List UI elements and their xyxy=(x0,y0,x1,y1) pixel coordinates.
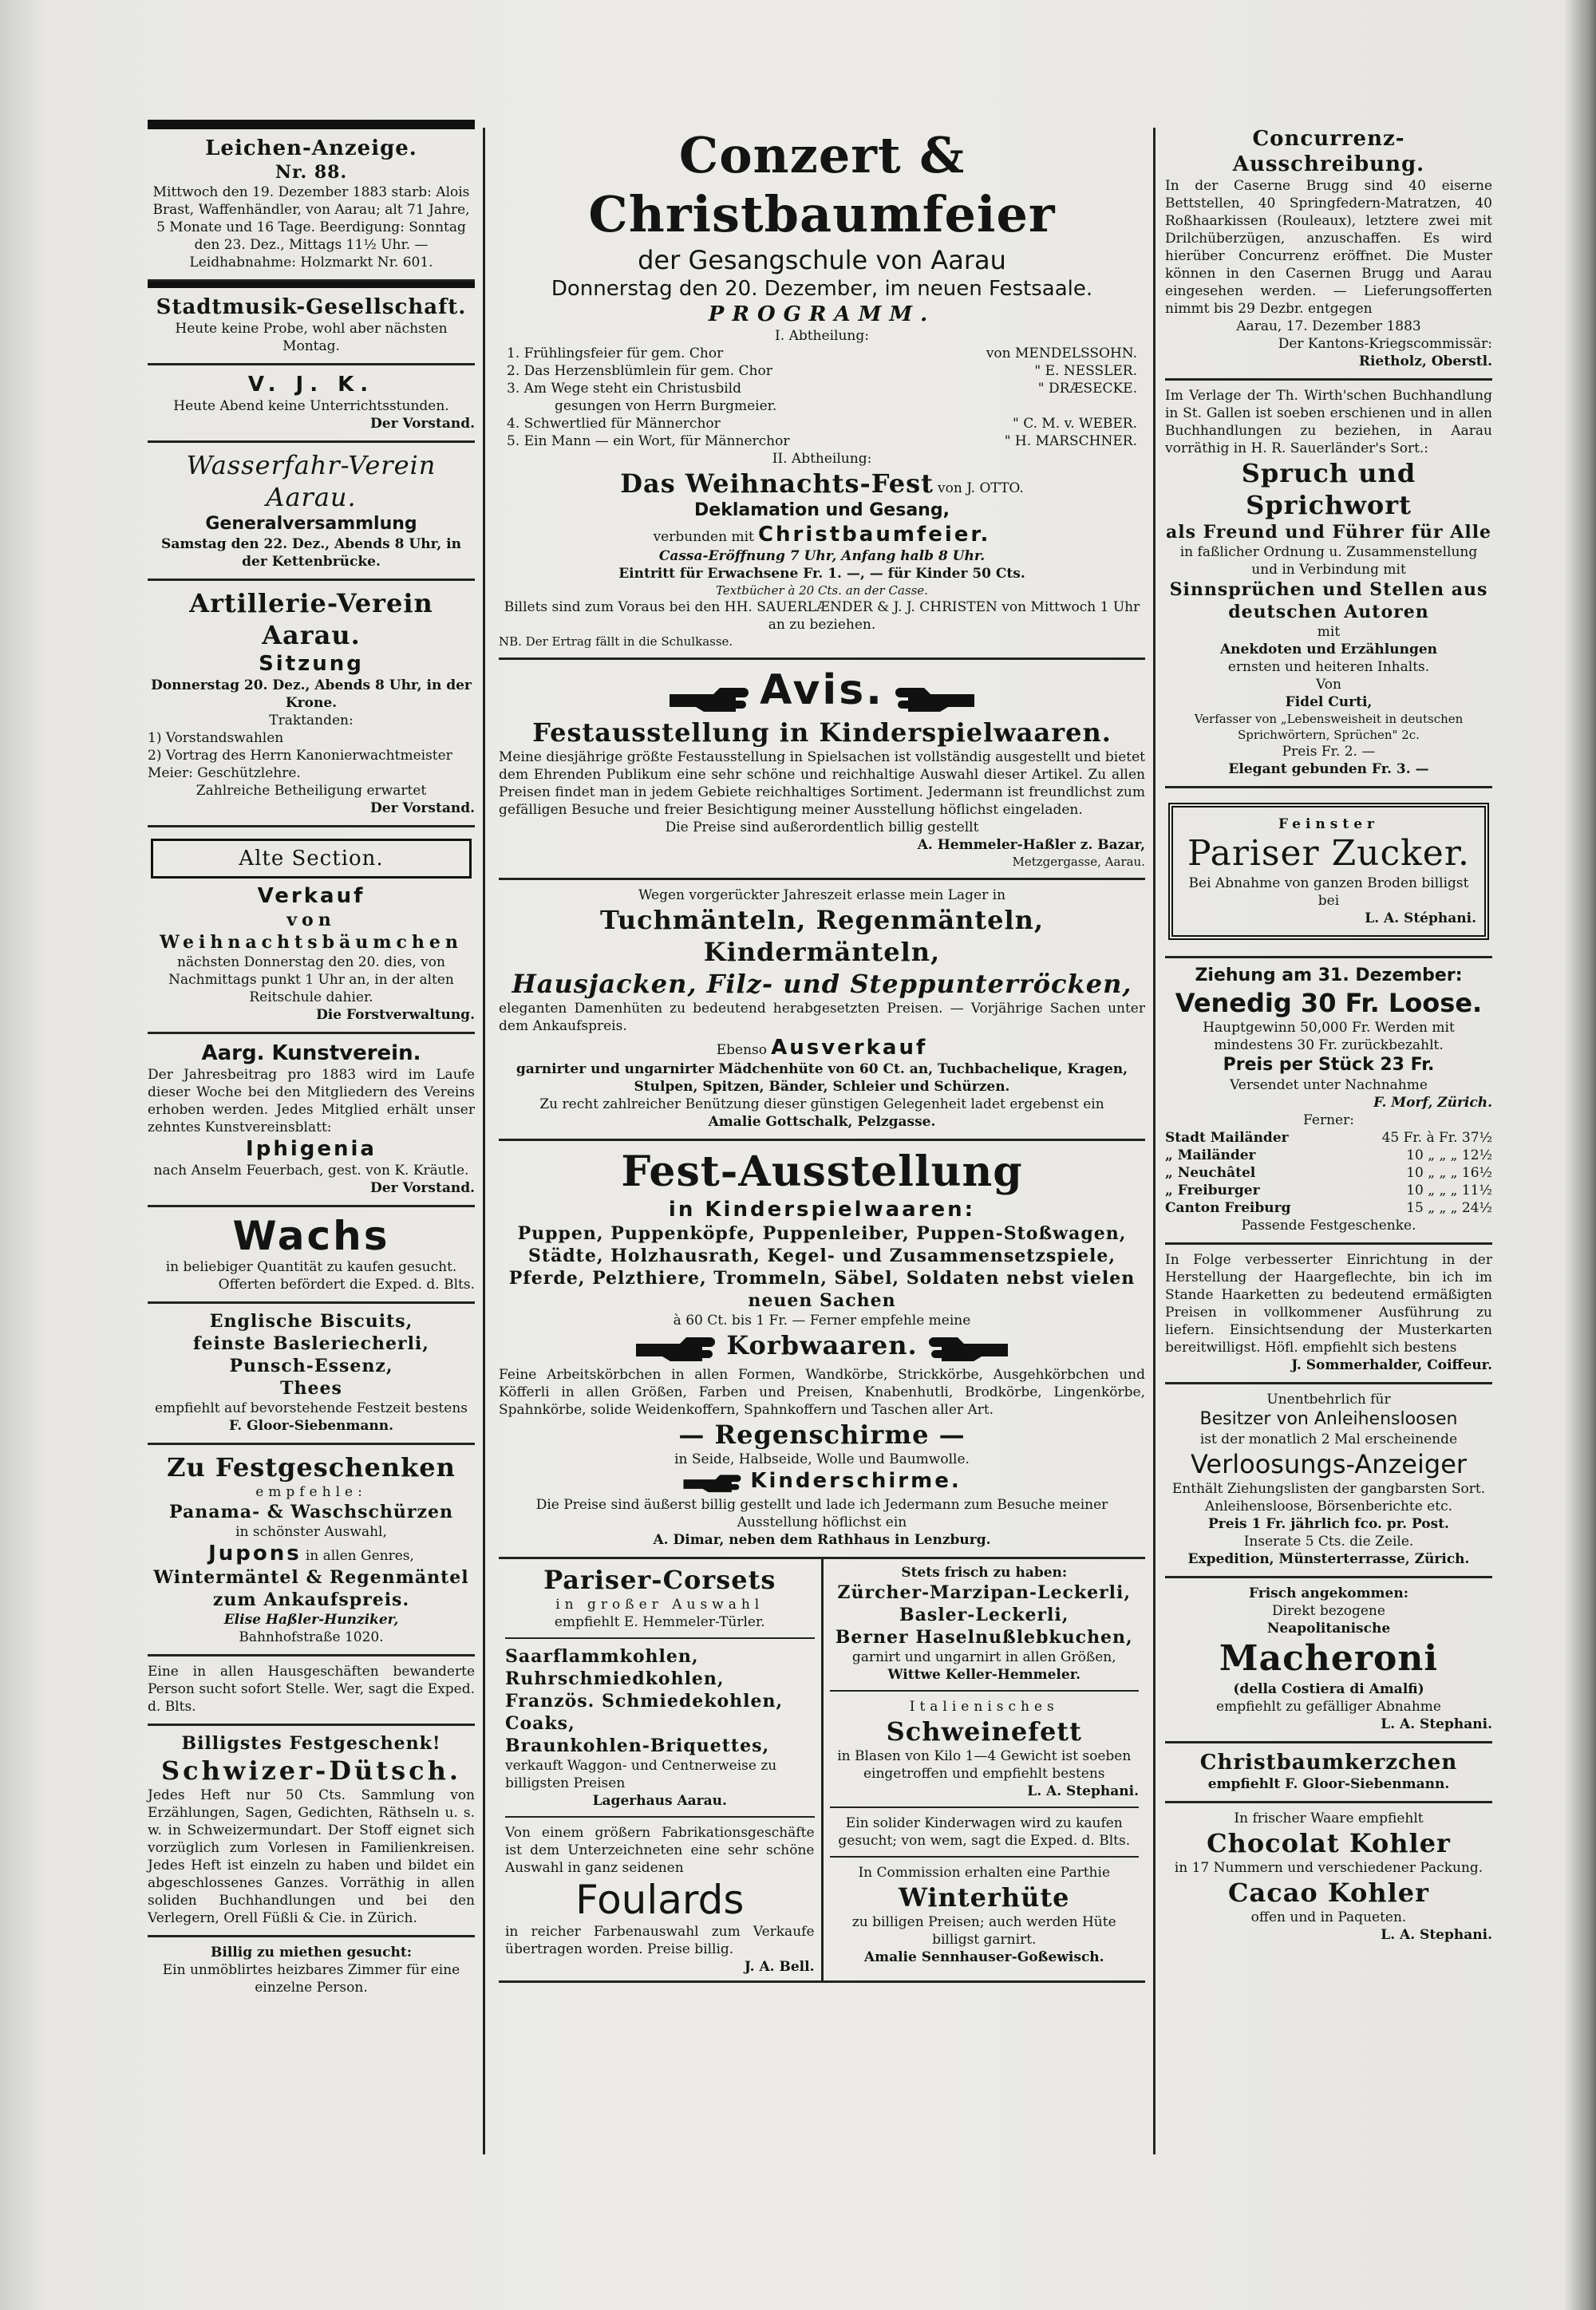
ad-date: Donnerstag den 20. Dezember, im neuen Festsaale. xyxy=(551,277,1093,301)
ad-regenschirme-body: in Seide, Halbseide, Wolle und Baumwolle. xyxy=(674,1451,970,1467)
ad-regenschirme-title: — Regenschirme — xyxy=(678,1420,966,1450)
ad-leckerli xyxy=(821,1559,1146,1980)
ad-signature: L. A. Stéphani. xyxy=(1365,910,1476,926)
ad-pariser-zucker xyxy=(1165,788,1492,958)
program-nb: NB. Der Ertrag fällt in die Schulkasse. xyxy=(499,634,733,649)
ad-body: In Folge verbesserter Einrichtung in der Herstellung der Haargeflechte, bin ich im Stande Haarketten zu bedeutend ermäßigten Preisen in vollkommener Ausführung zu liefern. Einsichtsendung der Musterkarten bereitwilligst. Höfl. empfiehlt sich bestens xyxy=(1165,1252,1492,1356)
ad-spruch-und-sprichwort xyxy=(1165,381,1492,788)
program-composer: " E. NESSLER. xyxy=(1034,363,1137,379)
loose-price: 45 Fr. à Fr. 37½ xyxy=(1381,1130,1492,1146)
ad-korbwaaren-body: Feine Arbeitskörbchen in allen Formen, Wandkörbe, Strickkörbe, Ausgehkörbchen und Köfferli in allen Größen, Farben und Preisen, Knabenhutli, Brodkörbe, Lingenkörbe, Spahnkörbe, solide Weidenkoffern, Spahnkoffern und Taschen aller Art. xyxy=(499,1367,1145,1418)
ad-split-row-1 xyxy=(499,1559,1145,1983)
program-title: 1. Frühlingsfeier für gem. Chor xyxy=(507,346,724,361)
ad-subtitle: Festausstellung in Kinderspielwaaren. xyxy=(532,717,1112,748)
product-line: Braunkohlen-Briquettes, xyxy=(505,1735,770,1756)
ad-title-2: Cacao Kohler xyxy=(1228,1878,1429,1908)
program-composer: von MENDELSSOHN. xyxy=(986,346,1137,361)
ad-number: Nr. 88. xyxy=(275,162,348,183)
ad-inserate: Inserate 5 Cts. die Zeile. xyxy=(1243,1534,1414,1550)
ad-body: in großer Auswahl xyxy=(555,1596,764,1613)
ad-note: Passende Festgeschenke. xyxy=(1241,1218,1416,1234)
ad-title: Conzert & Christbaumfeier xyxy=(588,126,1056,243)
ad-line-2: Neapolitanische xyxy=(1266,1621,1391,1637)
ad-title: Verloosungs-Anzeiger xyxy=(1190,1449,1468,1479)
ad-person-sucht-stelle xyxy=(148,1656,475,1726)
program-textbooks: Textbücher à 20 Cts. an der Casse. xyxy=(716,583,928,598)
ad-note: Offerten befördert die Exped. d. Blts. xyxy=(218,1277,475,1293)
ad-zimmer-gesucht xyxy=(148,1937,475,2004)
ad-signature: J. A. Bell. xyxy=(744,1958,815,1975)
ad-body: in faßlicher Ordnung u. Zusammenstellung und in Verbindung mit xyxy=(1179,544,1478,578)
ad-conzert xyxy=(499,120,1145,660)
ad-note: Zu recht zahlreicher Benützung dieser günstigen Gelegenheit ladet ergebenst ein xyxy=(539,1096,1104,1112)
ad-body: Jedes Heft nur 50 Cts. Sammlung von Erzählungen, Sagen, Gedichten, Räthseln u. s. w. in Schweizermundart. Der Stoff eignet sich vorzüglich zum Vorlesen in Familienkreisen. Jedes Heft ist einzeln zu haben und bildet ein abgeschlossenes Ganzes. Vorräthig in allen soliden Buchhandlungen und bei den Verlegern, Orell Füßli & Cie. in Zürich. xyxy=(148,1787,475,1926)
ad-body-2: in reicher Farbenauswahl zum Verkaufe übertragen worden. Preise billig. xyxy=(505,1923,815,1957)
loose-price: 15 „ „ „ 24½ xyxy=(1406,1200,1492,1216)
ad-body: Meine diesjährige größte Festausstellung in Spielsachen ist vollständig ausgestellt und bietet dem Ehrenden Publikum eine sehr schöne und reichhaltige Auswahl dieser Artikel. Zu allen Preisen findet man in jedem Gebiete reichhaltiges Sortiment. Jedermann ist freundlichst zum gefälligen Besuche und freier Besichtigung meiner Ausstellung höflichst eingeladen. xyxy=(499,748,1145,818)
ad-leichen-anzeige xyxy=(148,120,475,282)
ad-signature: L. A. Stephani. xyxy=(1381,1716,1492,1732)
ad-christbaumkerzchen xyxy=(1165,1743,1492,1803)
loose-name: „ Mailänder xyxy=(1165,1147,1256,1163)
ad-stadtmusik xyxy=(148,282,475,365)
product-line: Punsch-Essenz, xyxy=(229,1356,393,1376)
ad-biscuits xyxy=(148,1304,475,1445)
ad-title: Macheroni xyxy=(1219,1638,1439,1679)
ad-verloosungs-anzeiger xyxy=(1165,1384,1492,1578)
ad-subtitle: als Freund und Führer für Alle xyxy=(1165,522,1492,543)
ad-body: in 17 Nummern und verschiedener Packung. xyxy=(1174,1860,1483,1876)
ad-title: Spruch und Sprichwort xyxy=(1241,458,1416,520)
middle-column xyxy=(499,120,1145,1983)
ad-avis xyxy=(499,660,1145,880)
ad-title: Schweinefett xyxy=(886,1716,1082,1747)
program-title: 5. Ein Mann — ein Wort, für Männerchor xyxy=(507,433,790,449)
product-line: Anekdoten und Erzählungen xyxy=(1219,642,1438,657)
ad-body: in beliebiger Quantität zu kaufen gesucht. xyxy=(165,1259,457,1275)
ad-subtitle: Verkauf xyxy=(257,884,365,908)
program-row xyxy=(507,362,1137,380)
ad-body: Heute Abend keine Unterrichtsstunden. xyxy=(173,398,449,414)
ad-signature: F. Gloor-Siebenmann. xyxy=(228,1418,394,1434)
ad-body: nächsten Donnerstag den 20. dies, von Nachmittags punkt 1 Uhr an, in der alten Reitschule dahier. xyxy=(168,954,454,1005)
ad-body-2: offen und in Paqueten. xyxy=(1250,1909,1407,1925)
ad-signature: Amalie Sennhauser-Goßewisch. xyxy=(863,1949,1104,1965)
ad-body: Eine in allen Hausgeschäften bewanderte Person sucht sofort Stelle. Wer, sagt die Exped. d. Blts. xyxy=(148,1664,475,1715)
ad-traktanden-label: Traktanden: xyxy=(269,713,354,729)
program-composer: " DRÆSECKE. xyxy=(1037,381,1137,397)
ad-subtitle: empfehle: xyxy=(255,1484,367,1500)
program-cassa: Cassa-Eröffnung 7 Uhr, Anfang halb 8 Uhr. xyxy=(658,548,986,564)
program-row xyxy=(507,345,1137,362)
ad-kinderschirme-title: Kinderschirme. xyxy=(750,1469,962,1493)
loose-name: Canton Freiburg xyxy=(1165,1200,1291,1216)
zucker-box xyxy=(1168,803,1489,940)
ad-body: Heute keine Probe, wohl aber nächsten Montag. xyxy=(175,321,448,354)
korbwaaren-heading xyxy=(499,1329,1145,1367)
ad-expedition: Expedition, Münsterterrasse, Zürich. xyxy=(1187,1551,1470,1567)
ad-connector: Von xyxy=(1316,677,1341,693)
table-row xyxy=(1165,1164,1492,1182)
list-item: 2) Vortrag des Herrn Kanonierwachtmeister Meier: Geschützlehre. xyxy=(148,748,452,781)
product-line: Thees xyxy=(280,1378,342,1399)
ausverkauf-line xyxy=(499,1035,1145,1060)
ad-body: Bei Abnahme von ganzen Broden billigst bei xyxy=(1188,875,1469,909)
loose-name: Stadt Mailänder xyxy=(1165,1130,1289,1146)
loose-name: „ Neuchâtel xyxy=(1165,1165,1256,1181)
product-line: Berner Haselnußlebkuchen, xyxy=(835,1626,1133,1648)
ad-body: empfiehlt zu gefälliger Abnahme xyxy=(1216,1699,1441,1715)
ad-body: eleganten Damenhüten zu bedeutend herabgesetzten Preisen. — Vorjährige Sachen unter dem Ankaufspreis. xyxy=(499,1000,1145,1034)
list-item: 1) Vorstandswahlen xyxy=(148,730,284,746)
product-line: Französ. Schmiedekohlen, xyxy=(505,1690,784,1712)
ad-price: Preis 1 Fr. jährlich fco. pr. Post. xyxy=(1208,1516,1449,1532)
loose-table xyxy=(1165,1129,1492,1217)
product-line: Coaks, xyxy=(505,1712,575,1734)
product-line: Basler-Leckerli, xyxy=(899,1604,1069,1625)
ad-title: Pariser-Corsets xyxy=(543,1564,776,1595)
table-row xyxy=(1165,1129,1492,1147)
table-row xyxy=(1165,1147,1492,1164)
program-title: 2. Das Herzensblümlein für gem. Chor xyxy=(507,363,772,379)
ad-venedig-loose xyxy=(1165,958,1492,1245)
ad-signature: Der Vorstand. xyxy=(370,800,475,816)
avis-heading xyxy=(499,666,1145,717)
ad-connector: mit xyxy=(1317,624,1341,640)
table-row xyxy=(1165,1199,1492,1217)
ad-line-2: ist der monatlich 2 Mal erscheinende xyxy=(1199,1431,1458,1447)
ad-lead: Stets frisch zu haben: xyxy=(901,1564,1068,1581)
program-row xyxy=(507,415,1137,432)
ad-lead: Billigstes Festgeschenk! xyxy=(181,1733,441,1754)
ad-price: Preis per Stück 23 Fr. xyxy=(1223,1055,1435,1075)
ad-body: garnirt und ungarnirt in allen Größen, xyxy=(851,1649,1116,1665)
product-line: Tuchmänteln, Regenmänteln, Kindermänteln, xyxy=(599,904,1045,967)
ad-note: Zahlreiche Betheiligung erwartet xyxy=(196,783,427,799)
ad-note: Die Preise sind außerordentlich billig gestellt xyxy=(665,819,979,835)
ad-author: Fidel Curti, xyxy=(1285,694,1373,710)
ad-signature: A. Dimar, neben dem Rathhaus in Lenzburg. xyxy=(653,1531,991,1548)
ad-body: in Blasen von Kilo 1—4 Gewicht ist soeben eingetroffen und empfiehlt bestens xyxy=(837,1747,1132,1782)
ad-subtitle: (della Costiera di Amalfi) xyxy=(1233,1681,1424,1697)
ad-signature: Wittwe Keller-Hemmeler. xyxy=(887,1666,1081,1683)
loose-name: „ Freiburger xyxy=(1165,1183,1260,1198)
ad-vjk xyxy=(148,365,475,443)
ad-signature-name: Rietholz, Oberstl. xyxy=(1358,353,1492,369)
ad-body: empfiehlt auf bevorstehende Festzeit bestens xyxy=(154,1400,468,1416)
ad-haarketten xyxy=(1165,1245,1492,1384)
ad-title: Alte Section. xyxy=(151,839,472,879)
ad-lead: Im Verlage der Th. Wirth'schen Buchhandlung in St. Gallen ist soeben erschienen und in allen Buchhandlungen zu beziehen, in Aarau vorräthig in H. R. Sauerländer's Sort.: xyxy=(1165,388,1492,456)
ad-signature: Lagerhaus Aarau. xyxy=(592,1792,727,1809)
ad-signature: J. Sommerhalder, Coiffeur. xyxy=(1291,1357,1492,1373)
product-line-jupons xyxy=(148,1541,475,1566)
product-line: Saarflammkohlen, xyxy=(505,1645,699,1667)
ad-signature: A. Hemmeler-Haßler z. Bazar, xyxy=(917,836,1145,853)
ad-tuchmaenteln xyxy=(499,880,1145,1141)
pointing-hand-right-icon xyxy=(682,1472,746,1496)
loose-price: 10 „ „ „ 12½ xyxy=(1406,1147,1492,1163)
ad-send: Versendet unter Nachnahme xyxy=(1230,1077,1428,1093)
ad-title: Stadtmusik-Gesellschaft. xyxy=(156,295,467,319)
ad-signature: Der Vorstand. xyxy=(370,416,475,432)
ad-lead: Unentbehrlich für xyxy=(1266,1392,1391,1408)
pointing-hand-right-icon xyxy=(668,685,756,717)
ad-title: Concurrenz-Ausschreibung. xyxy=(1232,127,1425,176)
ad-signature: Der Kantons-Kriegscommissär: xyxy=(1278,336,1492,352)
ad-wasserfahr-verein xyxy=(148,443,475,581)
ad-title: Christbaumkerzchen xyxy=(1199,1751,1458,1775)
ad-signature: L. A. Stephani. xyxy=(1381,1927,1492,1943)
column-rule-left xyxy=(483,128,485,2154)
ad-wachs xyxy=(148,1207,475,1304)
program-title: gesungen von Herrn Burgmeier. xyxy=(555,398,777,414)
ad-signature: empfiehlt E. Hemmeler-Türler. xyxy=(554,1613,765,1630)
program-composer: " H. MARSCHNER. xyxy=(1004,433,1137,449)
product-line: Panama- & Waschschürzen xyxy=(169,1502,453,1522)
ad-title: Chocolat Kohler xyxy=(1207,1828,1451,1858)
ad-signature: Amalie Gottschalk, Pelzgasse. xyxy=(708,1113,936,1130)
right-column xyxy=(1165,120,1492,1952)
ad-title: Foulards xyxy=(575,1876,745,1923)
ad-ausverkauf: Ausverkauf xyxy=(771,1035,928,1060)
ad-title: Leichen-Anzeige. xyxy=(205,136,417,160)
ad-signature: Der Vorstand. xyxy=(370,1180,475,1196)
ad-kinderwagen-body: Ein solider Kinderwagen wird zu kaufen gesucht; von wem, sagt die Exped. d. Blts. xyxy=(838,1814,1131,1849)
program-christ xyxy=(499,522,1145,547)
program-verb: verbunden mit xyxy=(653,529,754,545)
ad-lead: Italienisches xyxy=(909,1698,1059,1715)
ad-artillerie-verein xyxy=(148,581,475,827)
program-fest xyxy=(499,468,1145,500)
ad-lead: Billig zu miethen gesucht: xyxy=(211,1945,412,1961)
ad-title: Artillerie-Verein Aarau. xyxy=(189,588,433,650)
ad-title: Pariser Zucker. xyxy=(1187,833,1471,874)
ad-ebenso: Ebenso xyxy=(716,1041,767,1058)
ad-line-1: Besitzer von Anleihensloosen xyxy=(1199,1409,1458,1429)
ad-title: Zu Festgeschenken xyxy=(167,1452,456,1483)
program-part: I. Abtheilung: xyxy=(775,328,869,344)
left-column xyxy=(148,120,475,2004)
ad-body-2: garnirter und ungarnirter Mädchenhüte von 60 Ct. an, Tuchbachelique, Kragen, Stulpen, Spitzen, Bänder, Schleier und Schürzen. xyxy=(516,1060,1128,1095)
ad-lead: Frisch angekommen: xyxy=(1248,1585,1408,1601)
ad-signature: L. A. Stephani. xyxy=(1027,1783,1139,1799)
ad-title: Schwizer-Dütsch. xyxy=(161,1755,461,1786)
ad-title: Wasserfahr-Verein Aarau. xyxy=(186,450,437,512)
product-line: Hausjacken, Filz- und Steppunterröcken, xyxy=(512,968,1132,999)
program-billets: Billets sind zum Voraus bei den HH. SAUERLÆNDER & J. J. CHRISTEN von Mittwoch 1 Uhr an zu beziehen. xyxy=(504,599,1140,633)
program-title: 4. Schwertlied für Männerchor xyxy=(507,416,721,432)
product-line: in schönster Auswahl, xyxy=(235,1524,387,1540)
ad-lead: In Commission erhalten eine Parthie xyxy=(858,1864,1111,1881)
program-christ-title: Christbaumfeier. xyxy=(757,523,991,547)
ad-body: Samstag den 22. Dez., Abends 8 Uhr, in der Kettenbrücke. xyxy=(161,536,461,570)
ad-subtitle-2: von Weihnachtsbäumchen xyxy=(160,910,463,953)
ad-lead: In frischer Waare empfiehlt xyxy=(1234,1810,1424,1826)
ad-kunstverein xyxy=(148,1034,475,1207)
ad-title: Winterhüte xyxy=(899,1882,1070,1913)
ad-pariser-corsets xyxy=(499,1559,821,1980)
ad-schwizer-duetsch xyxy=(148,1726,475,1937)
pointing-hand-left-icon xyxy=(888,685,976,717)
ad-when: Donnerstag 20. Dez., Abends 8 Uhr, in der Krone. xyxy=(151,677,472,711)
ad-body: Von einem größern Fabrikationsgeschäfte ist dem Unterzeichneten eine sehr schöne Auswahl in ganz seidenen xyxy=(505,1824,815,1876)
ad-title: Avis. xyxy=(760,666,884,714)
ad-body: verkauft Waggon- und Centnerweise zu billigsten Preisen xyxy=(505,1757,777,1791)
ad-body: Hauptgewinn 50,000 Fr. Werden mit mindestens 30 Fr. zurückbezahlt. xyxy=(1203,1020,1455,1053)
ad-note: Die Preise sind äußerst billig gestellt und lade ich Jedermann zum Besuche meiner Ausstellung höflichst ein xyxy=(535,1496,1108,1530)
ad-alte-section xyxy=(148,827,475,1034)
program-list xyxy=(499,345,1145,450)
loose-price: 10 „ „ „ 16½ xyxy=(1406,1165,1492,1181)
ad-price: Preis Fr. 2. — xyxy=(1282,744,1376,760)
ad-chocolat-kohler xyxy=(1165,1803,1492,1952)
ad-lead: Ziehung am 31. Dezember: xyxy=(1195,965,1463,985)
ad-address: Bahnhofstraße 1020. xyxy=(239,1629,384,1645)
ad-title: Aarg. Kunstverein. xyxy=(201,1041,421,1065)
ad-macheroni xyxy=(1165,1578,1492,1743)
ad-subtitle: in Kinderspielwaaren: xyxy=(668,1197,976,1222)
program-fest-title: Das Weihnachts-Fest xyxy=(620,468,934,499)
ad-subtitle: Sitzung xyxy=(259,652,364,676)
program-row xyxy=(507,432,1137,450)
ad-subtitle: Generalversammlung xyxy=(205,514,417,534)
product-note: in allen Genres, xyxy=(305,1548,414,1564)
ad-line-1: Direkt bezogene xyxy=(1272,1603,1385,1619)
ad-korbwaaren-title: Korbwaaren. xyxy=(726,1329,918,1360)
ad-fest-ausstellung xyxy=(499,1141,1145,1559)
ad-signature: Die Forstverwaltung. xyxy=(316,1007,475,1023)
product-line: ernsten und heiteren Inhalts. xyxy=(1227,659,1430,675)
ad-artwork-title: Iphigenia xyxy=(246,1137,377,1161)
ad-body: In der Caserne Brugg sind 40 eiserne Bettstellen, 40 Springfedern-Matratzen, 40 Roßhaarkissen (Rouleaux), letztere zwei mit Drilchüberzügen, anzuschaffen. Es wird hierüber Concurrenz eröffnet. Die Muster können in den Casernen Brugg und Aarau eingesehen werden. — Lieferungsofferten nimmt bis 29 Dezbr. entgegen xyxy=(1165,178,1492,317)
table-row xyxy=(1165,1182,1492,1199)
kinderschirme-heading xyxy=(499,1468,1145,1496)
ad-price: à 60 Ct. bis 1 Fr. — Ferner empfehle meine xyxy=(673,1312,971,1329)
ad-festgeschenken xyxy=(148,1445,475,1656)
ad-body: zu billigen Preisen; auch werden Hüte billigst garnirt. xyxy=(851,1913,1116,1948)
ad-body: Ein unmöblirtes heizbares Zimmer für eine einzelne Person. xyxy=(162,1962,460,1996)
loose-price: 10 „ „ „ 11½ xyxy=(1406,1183,1492,1198)
ad-title: Venedig 30 Fr. Loose. xyxy=(1175,988,1483,1018)
ad-date: Aarau, 17. Dezember 1883 xyxy=(1236,318,1421,334)
ad-body: Puppen, Puppenköpfe, Puppenleiber, Puppen-Stoßwagen, Städte, Holzhausrath, Kegel- und Zusammensetzspiele, Pferde, Pelzthiere, Trommeln, Säbel, Soldaten nebst vielen neuen Sachen xyxy=(508,1222,1136,1311)
ad-price-2: Elegant gebunden Fr. 3. — xyxy=(1228,761,1429,777)
ad-address: Metzgergasse, Aarau. xyxy=(1012,854,1145,869)
program-fest-author: von J. OTTO. xyxy=(938,480,1024,496)
ad-signature: F. Morf, Zürich. xyxy=(1373,1095,1492,1111)
program-title: 3. Am Wege steht ein Christusbild xyxy=(507,381,741,397)
ad-author-note: Verfasser von „Lebensweisheit in deutschen Sprichwörtern, Sprüchen" 2c. xyxy=(1194,712,1464,742)
program-heading: PROGRAMM. xyxy=(708,302,936,326)
product-line: Ruhrschmiedkohlen, xyxy=(505,1668,725,1689)
pointing-hand-right-icon xyxy=(634,1334,722,1366)
product-line: Englische Biscuits, xyxy=(209,1311,413,1332)
pointing-hand-left-icon xyxy=(922,1334,1009,1366)
ad-lead: Feinster xyxy=(1278,816,1379,832)
ad-artwork-credit: nach Anselm Feuerbach, gest. von K. Kräutle. xyxy=(153,1163,469,1179)
ad-body: Der Jahresbeitrag pro 1883 wird im Laufe dieser Woche bei den Mitgliedern des Vereins erhoben werden. Jedes Mitglied erhält unser zehntes Kunstvereinsblatt: xyxy=(148,1067,475,1135)
program-composer: " C. M. v. WEBER. xyxy=(1012,416,1137,432)
program-row xyxy=(507,397,1137,415)
ad-ferner: Ferner: xyxy=(1303,1112,1354,1128)
program-row xyxy=(507,380,1137,397)
ad-title: Wachs xyxy=(232,1213,390,1259)
ad-signature: empfiehlt F. Gloor-Siebenmann. xyxy=(1207,1776,1450,1792)
product-line: Sinnsprüchen und Stellen aus deutschen Autoren xyxy=(1169,579,1488,622)
ad-signature: Elise Haßler-Hunziker, xyxy=(223,1612,399,1628)
product-name: Jupons xyxy=(208,1542,302,1566)
product-line: Wintermäntel & Regenmäntel xyxy=(153,1567,469,1588)
product-line: Zürcher-Marzipan-Leckerli, xyxy=(837,1581,1132,1603)
program-part: II. Abtheilung: xyxy=(772,451,872,467)
ad-body: Enthält Ziehungslisten der gangbarsten Sort. Anleihensloose, Börsenberichte etc. xyxy=(1171,1481,1486,1514)
ad-body: Mittwoch den 19. Dezember 1883 starb: Alois Brast, Waffenhändler, von Aarau; alt 71 Jahre, 5 Monate und 16 Tage. Beerdigung: Sonntag den 23. Dez., Mittags 11½ Uhr. — Leidhabnahme: Holzmarkt Nr. 601. xyxy=(152,184,470,270)
program-eintritt: Eintritt für Erwachsene Fr. 1. —, — für Kinder 50 Cts. xyxy=(618,566,1025,582)
program-dekl: Deklamation und Gesang, xyxy=(694,500,950,520)
ad-concurrenz xyxy=(1165,120,1492,381)
product-line: feinste Basleriecherli, xyxy=(193,1333,429,1354)
column-rule-right xyxy=(1153,128,1156,2154)
ad-title: Fest-Ausstellung xyxy=(621,1147,1023,1196)
ad-subtitle: der Gesangschule von Aarau xyxy=(638,245,1006,275)
ad-lead: Wegen vorgerückter Jahreszeit erlasse mein Lager in xyxy=(638,886,1006,903)
product-line: zum Ankaufspreis. xyxy=(212,1589,410,1610)
ad-title: V. J. K. xyxy=(247,373,375,397)
